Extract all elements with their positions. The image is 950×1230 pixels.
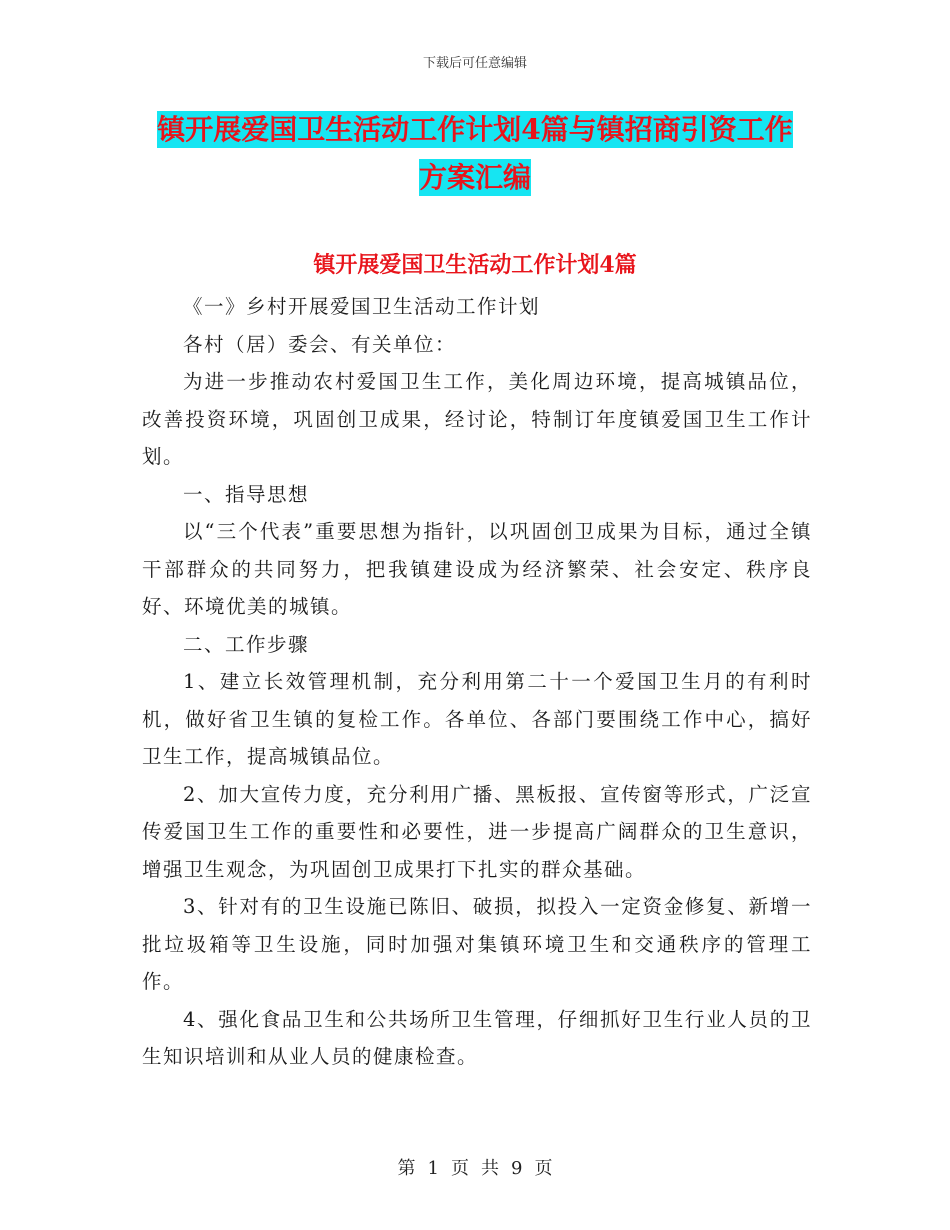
paragraph: 二、工作步骤 [182, 632, 309, 656]
document-title [100, 106, 850, 202]
total-unit: 页 [534, 1158, 553, 1179]
page-label: 第 [397, 1158, 416, 1179]
page-footer [0, 1154, 950, 1180]
document-body [142, 288, 812, 1076]
section-title: 镇开展爱国卫生活动工作计划4篇 [313, 252, 637, 278]
paragraph: 以“三个代表”重要思想为指针，以巩固创卫成果为目标，通过全镇干部群众的共同努力，把我镇建设成为经济繁荣、社会安定、秩序良好、环境优美的城镇。 [142, 520, 812, 618]
paragraph: 2、加大宣传力度，充分利用广播、黑板报、宣传窗等形式，广泛宣传爱国卫生工作的重要性和必要性，进一步提高广阔群众的卫生意识，增强卫生观念，为巩固创卫成果打下扎实的群众基础。 [142, 782, 812, 881]
total-label: 共 [481, 1158, 499, 1179]
page-unit: 页 [451, 1158, 469, 1179]
header-note: 下载后可任意编辑 [422, 56, 527, 71]
document-title-line-2: 方案汇编 [418, 161, 531, 194]
paragraph: 1、建立长效管理机制，充分利用第二十一个爱国卫生月的有利时机，做好省卫生镇的复检工作。各单位、各部门要围绕工作中心，搞好卫生工作，提高城镇品位。 [142, 670, 812, 768]
paragraph: 各村（居）委会、有关单位： [182, 332, 456, 356]
page-total: 9 [511, 1158, 523, 1179]
paragraph: 3、针对有的卫生设施已陈旧、破损，拟投入一定资金修复、新增一批垃圾箱等卫生设施，同时加强对集镇环境卫生和交通秩序的管理工作。 [142, 895, 812, 993]
page-number: 1 [427, 1158, 439, 1179]
paragraph: 一、指导思想 [182, 482, 309, 506]
document-title-line-1: 镇开展爱国卫生活动工作计划4篇与镇招商引资工作 [157, 113, 793, 146]
paragraph: 为进一步推动农村爱国卫生工作，美化周边环境，提高城镇品位，改善投资环境，巩固创卫成果，经讨论，特制订年度镇爱国卫生工作计划。 [142, 370, 812, 468]
paragraph: 4、强化食品卫生和公共场所卫生管理，仔细抓好卫生行业人员的卫生知识培训和从业人员的健康检查。 [142, 1007, 812, 1068]
paragraph: 《一》乡村开展爱国卫生活动工作计划 [182, 295, 540, 318]
